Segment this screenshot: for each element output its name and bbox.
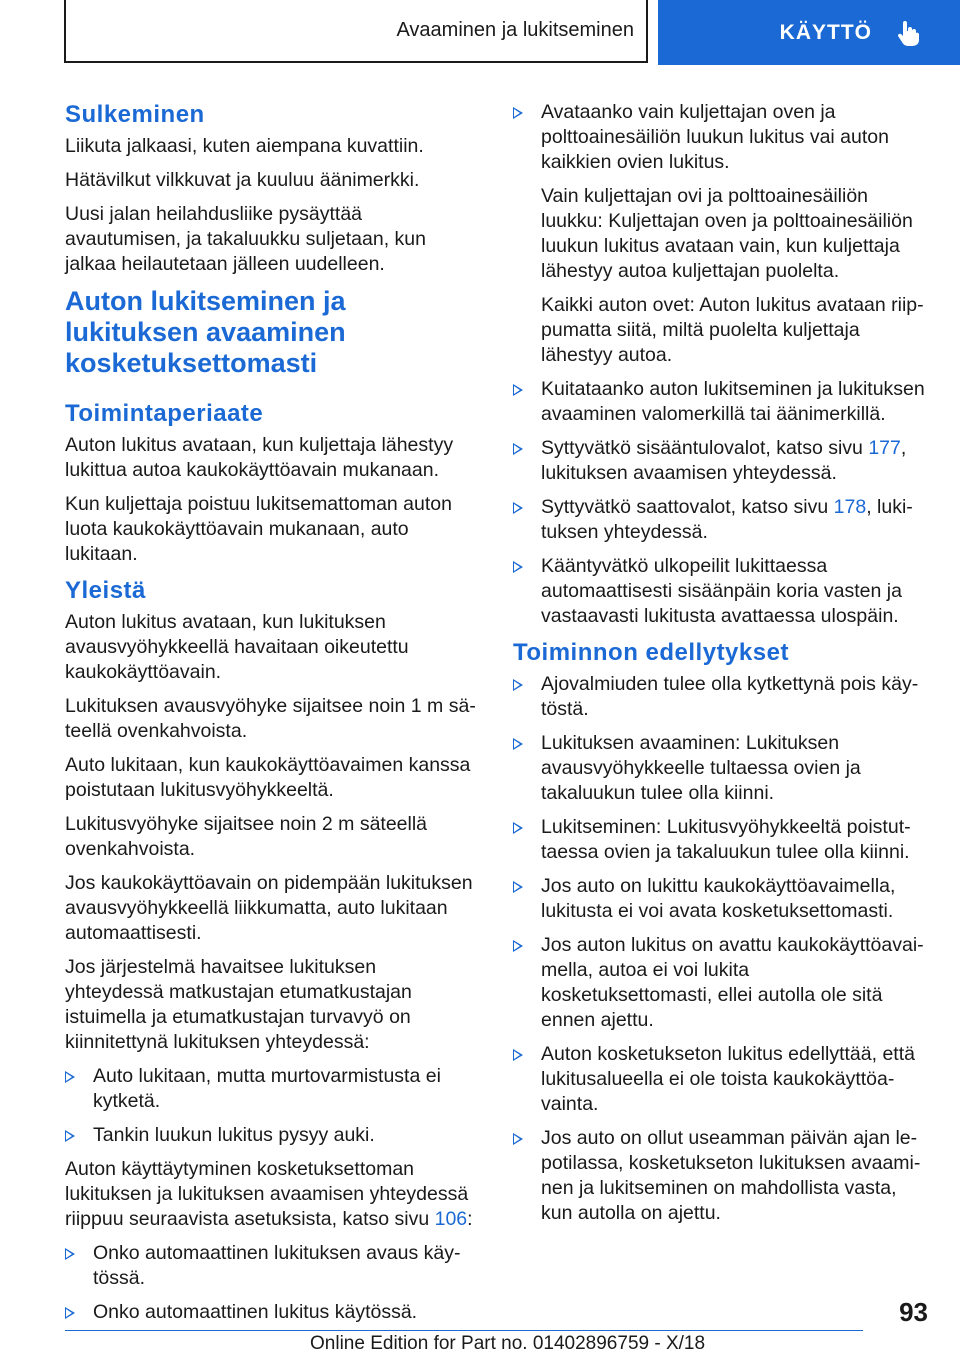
page-link-178[interactable]: 178 [833,496,867,518]
list-item: Kuitataanko auton lukitseminen ja lukituksen avaaminen valomerkillä tai äänimerkillä. [513,377,925,427]
list-item: Syttyvätkö sisääntulovalot, katso sivu 177, lukituksen avaamisen yhteydessä. [513,436,925,486]
left-column [65,100,477,1334]
heading-edellytykset: Toiminnon edellytykset [513,639,789,666]
list-item: Onko automaattinen lukituksen avaus käytössä. [65,1241,477,1291]
list-item: Syttyvätkö saattovalot, katso sivu 178, lukituksen yhteydessä. [513,495,925,545]
list-item: Jos auto on lukittu kaukokäyttöavaimella, lukitusta ei voi avata kosketuksettomasti. [513,874,925,924]
paragraph: Jos kaukokäyttöavain on pidempään lukituksen avausvyöhykkeellä liikkumatta, auto lukitaan automaattisesti. [65,872,473,944]
triangle-bullet-icon [513,738,523,750]
right-column [513,100,925,1235]
page-number: 93 [899,1297,928,1327]
triangle-bullet-icon [513,822,523,834]
paragraph: Auto lukitaan, kun kaukokäyttöavaimen kanssa poistutaan lukitusvyöhykkeeltä. [65,754,471,801]
list-item: Jos auto on ollut useamman päivän ajan lepotilassa, kosketukseton lukituksen avaaminen ja lukitseminen on mahdollista vasta, kun autolla on ajettu. [513,1126,925,1226]
heading-sulkeminen: Sulkeminen [65,101,205,128]
main-heading: Auton lukitseminen ja lukituksen avaaminen kosketuksettomasti [65,286,346,378]
footer-divider [65,1330,863,1331]
list-item: Auto lukitaan, mutta murtovarmistusta ei kytketä. [65,1064,477,1114]
section-title: Avaaminen ja lukitseminen [64,0,648,63]
triangle-bullet-icon [513,384,523,396]
paragraph: Uusi jalan heilahdusliike pysäyttää avautumisen, ja takaluukku suljetaan, kun jalkaa heilautetaan jälleen uudelleen. [65,203,426,275]
page-header [64,0,960,65]
heading-yleista: Yleistä [65,577,146,604]
triangle-bullet-icon [65,1307,75,1319]
edition-text: Online Edition for Part no. 01402896759 - X/18 [310,1333,706,1354]
page-link-177[interactable]: 177 [868,437,901,459]
triangle-bullet-icon [513,940,523,952]
triangle-bullet-icon [65,1248,75,1260]
triangle-bullet-icon [65,1130,75,1142]
paragraph: Hätävilkut vilkkuvat ja kuuluu äänimerkki. [65,169,420,191]
paragraph: Jos järjestelmä havaitsee lukituksen yhteydessä matkustajan etumatkustajan istuimella ja etumatkustajan turvavyö on kiinnitettynä lukituksen yhteydessä: [65,956,412,1053]
paragraph: Kun kuljettaja poistuu lukitsemattoman auton luota kaukokäyttöavain mukanaan, auto lukitaan. [65,493,452,565]
list-item: Auton kosketukseton lukitus edellyttää, että lukitusalueella ei ole toista kaukokäyttöavainta. [513,1042,925,1117]
heading-toimintaperiaate: Toimintaperiaate [65,400,264,427]
paragraph: Auton lukitus avataan, kun kuljettaja lähestyy lukittua autoa kaukokäyttöavain mukanaan. [65,434,454,481]
triangle-bullet-icon [513,561,523,573]
triangle-bullet-icon [513,502,523,514]
triangle-bullet-icon [65,1071,75,1083]
triangle-bullet-icon [513,443,523,455]
paragraph: Auton käyttäytyminen kosketuksettoman lukituksen ja lukituksen avaamisen yhteydessä riippuu seuraavista asetuksista, katso sivu 106: [65,1158,473,1230]
paragraph: Liikuta jalkaasi, kuten aiempana kuvattiin. [65,135,424,157]
bullet-list [65,1064,477,1148]
list-item: Lukitseminen: Lukitusvyöhykkeeltä poistuttaessa ovien ja takaluukun tulee olla kiinni. [513,815,925,865]
settings-list [513,100,925,629]
hand-pointer-icon [894,19,922,47]
paragraph: Lukituksen avausvyöhyke sijaitsee noin 1 m säteellä ovenkahvoista. [65,695,476,742]
list-item: Lukituksen avaaminen: Lukituksen avausvyöhykkeelle tultaessa ovien ja takaluukun tulee olla kiinni. [513,731,925,806]
chapter-tab-label: KÄYTTÖ [779,20,872,44]
triangle-bullet-icon [513,1049,523,1061]
paragraph: Auton lukitus avataan, kun lukituksen avausvyöhykkeellä havaitaan oikeutettu kaukokäyttöavain. [65,611,409,683]
list-item: Avataanko vain kuljettajan oven ja polttoainesäiliön luukun lukitus vai auton kaikkien ovien lukitus. Vain kuljettajan ovi ja polttoainesäiliön luukku: Kuljettajan oven ja polttoainesäiliön luukun lukitus avataan vain, kun kuljettaja lähestyy autoa kuljettajan puolelta. Kaikki auton ovet: Auton lukitus avataan riippumatta siitä, miltä puolelta kuljettaja lähestyy autoa. [513,100,925,368]
triangle-bullet-icon [513,107,523,119]
triangle-bullet-icon [513,679,523,691]
page-link-106[interactable]: 106 [434,1208,468,1230]
chapter-tab[interactable] [658,0,960,65]
triangle-bullet-icon [513,881,523,893]
list-item: Tankin luukun lukitus pysyy auki. [65,1123,477,1148]
requirements-list [513,672,925,1226]
list-item: Onko automaattinen lukitus käytössä. [65,1300,477,1325]
bullet-list [65,1241,477,1325]
paragraph: Lukitusvyöhyke sijaitsee noin 2 m säteellä ovenkahvoista. [65,813,428,860]
list-item: Jos auton lukitus on avattu kaukokäyttöavaimella, autoa ei voi lukita kosketuksettomasti, ellei autolla ole sitä ennen ajettu. [513,933,925,1033]
list-item: Kääntyvätkö ulkopeilit lukittaessa automaattisesti sisäänpäin koria vasten ja vastaavasti lukitusta avattaessa ulospäin. [513,554,925,629]
triangle-bullet-icon [513,1133,523,1145]
list-item: Ajovalmiuden tulee olla kytkettynä pois käytöstä. [513,672,925,722]
